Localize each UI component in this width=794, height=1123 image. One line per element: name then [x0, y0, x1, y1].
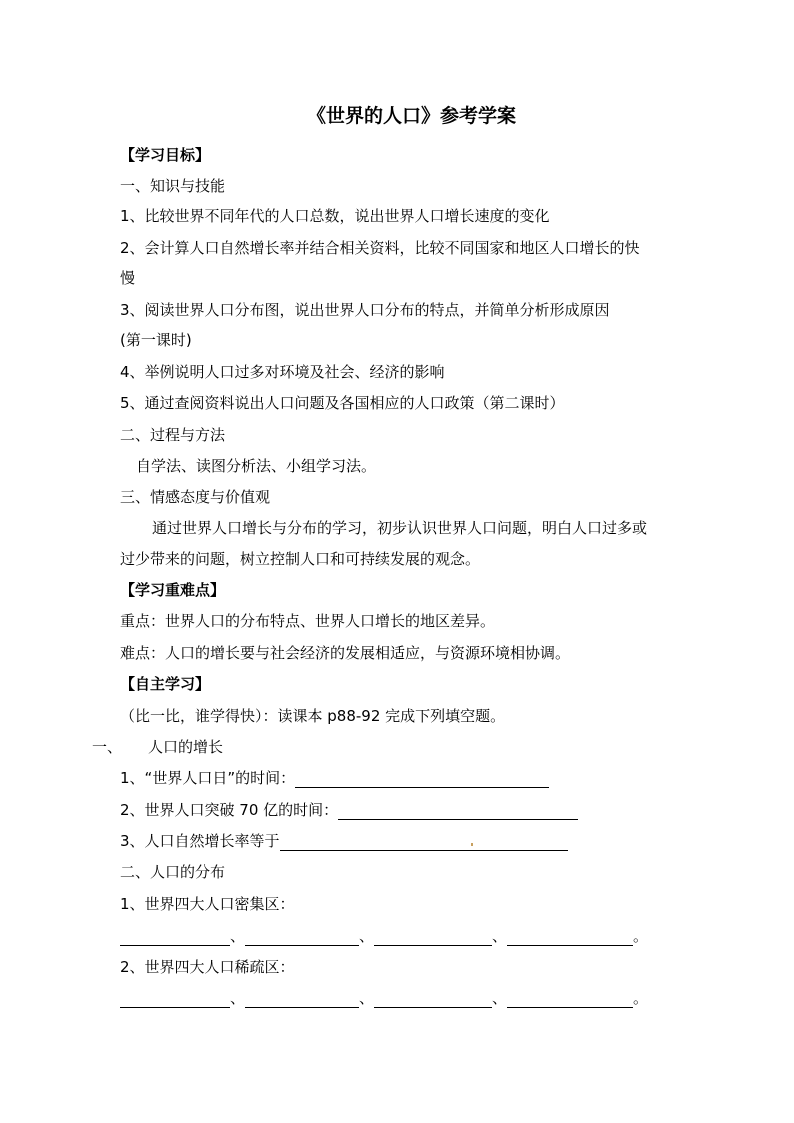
- answer-blank-dense-4[interactable]: [507, 929, 633, 946]
- knowledge-heading: 一、知识与技能: [120, 177, 226, 195]
- objective-item-3-note: (第一课时): [120, 331, 192, 349]
- question-5: 2、世界四大人口稀疏区：: [120, 958, 295, 976]
- objective-item-5: 5、通过查阅资料说出人口问题及各国相应的人口政策（第二课时）: [120, 394, 565, 412]
- answer-blank-sparse-3[interactable]: [374, 991, 492, 1008]
- question-1-label: 1、“世界人口日”的时间：: [120, 769, 296, 787]
- answer-blank-sparse-1[interactable]: [120, 991, 230, 1008]
- separator: 、: [230, 927, 246, 945]
- objective-item-2-line2: 慢: [120, 269, 136, 287]
- key-point-text: 重点：世界人口的分布特点、世界人口增长的地区差异。: [120, 612, 496, 630]
- stray-mark: [471, 843, 473, 846]
- process-heading: 二、过程与方法: [120, 426, 226, 444]
- emotion-text-line2: 过少带来的问题，树立控制人口和可持续发展的观念。: [120, 550, 481, 568]
- section1-title: 人口的增长: [148, 738, 224, 756]
- separator: 、: [359, 927, 375, 945]
- difficult-point-text: 难点：人口的增长要与社会经济的发展相适应，与资源环境相协调。: [120, 644, 571, 662]
- objective-item-3: 3、阅读世界人口分布图，说出世界人口分布的特点，并简单分析形成原因: [120, 301, 610, 319]
- objective-item-2-line1: 2、会计算人口自然增长率并结合相关资料，比较不同国家和地区人口增长的快: [120, 239, 640, 257]
- separator: 、: [492, 989, 508, 1007]
- answer-blank-dense-2[interactable]: [245, 929, 359, 946]
- answer-blank-dense-1[interactable]: [120, 929, 230, 946]
- answer-blank-1[interactable]: [295, 771, 549, 788]
- key-points-heading: 【学习重难点】: [120, 581, 226, 599]
- separator: 、: [492, 927, 508, 945]
- answer-blank-3[interactable]: [280, 834, 568, 851]
- separator: 、: [359, 989, 375, 1007]
- answer-blank-dense-3[interactable]: [374, 929, 492, 946]
- answer-row-dense: [120, 926, 648, 946]
- process-text: 自学法、读图分析法、小组学习法。: [136, 457, 377, 475]
- emotion-text-line1: 通过世界人口增长与分布的学习，初步认识世界人口问题，明白人口过多或: [152, 519, 648, 537]
- section1-number: 一、: [92, 738, 123, 756]
- question-4: 1、世界四大人口密集区：: [120, 895, 295, 913]
- question-2-label: 2、世界人口突破 70 亿的时间：: [120, 801, 339, 819]
- objective-item-1: 1、比较世界不同年代的人口总数，说出世界人口增长速度的变化: [120, 207, 550, 225]
- answer-blank-sparse-4[interactable]: [507, 991, 633, 1008]
- page-title: 《世界的人口》参考学案: [307, 105, 517, 127]
- question-3-label: 3、人口自然增长率等于: [120, 832, 280, 850]
- answer-blank-2[interactable]: [338, 803, 578, 820]
- section2-heading: 二、人口的分布: [120, 863, 226, 881]
- end-mark: 。: [633, 989, 649, 1007]
- objective-item-4: 4、举例说明人口过多对环境及社会、经济的影响: [120, 363, 445, 381]
- question-2: [120, 800, 578, 820]
- question-1: [120, 768, 549, 788]
- question-3: [120, 831, 568, 851]
- self-study-heading: 【自主学习】: [120, 675, 211, 693]
- objectives-heading: 【学习目标】: [120, 146, 211, 164]
- end-mark: 。: [633, 927, 649, 945]
- separator: 、: [230, 989, 246, 1007]
- answer-blank-sparse-2[interactable]: [245, 991, 359, 1008]
- emotion-heading: 三、情感态度与价值观: [120, 488, 271, 506]
- answer-row-sparse: [120, 988, 648, 1008]
- self-study-intro: （比一比，谁学得快）：读课本 p88-92 完成下列填空题。: [120, 707, 506, 725]
